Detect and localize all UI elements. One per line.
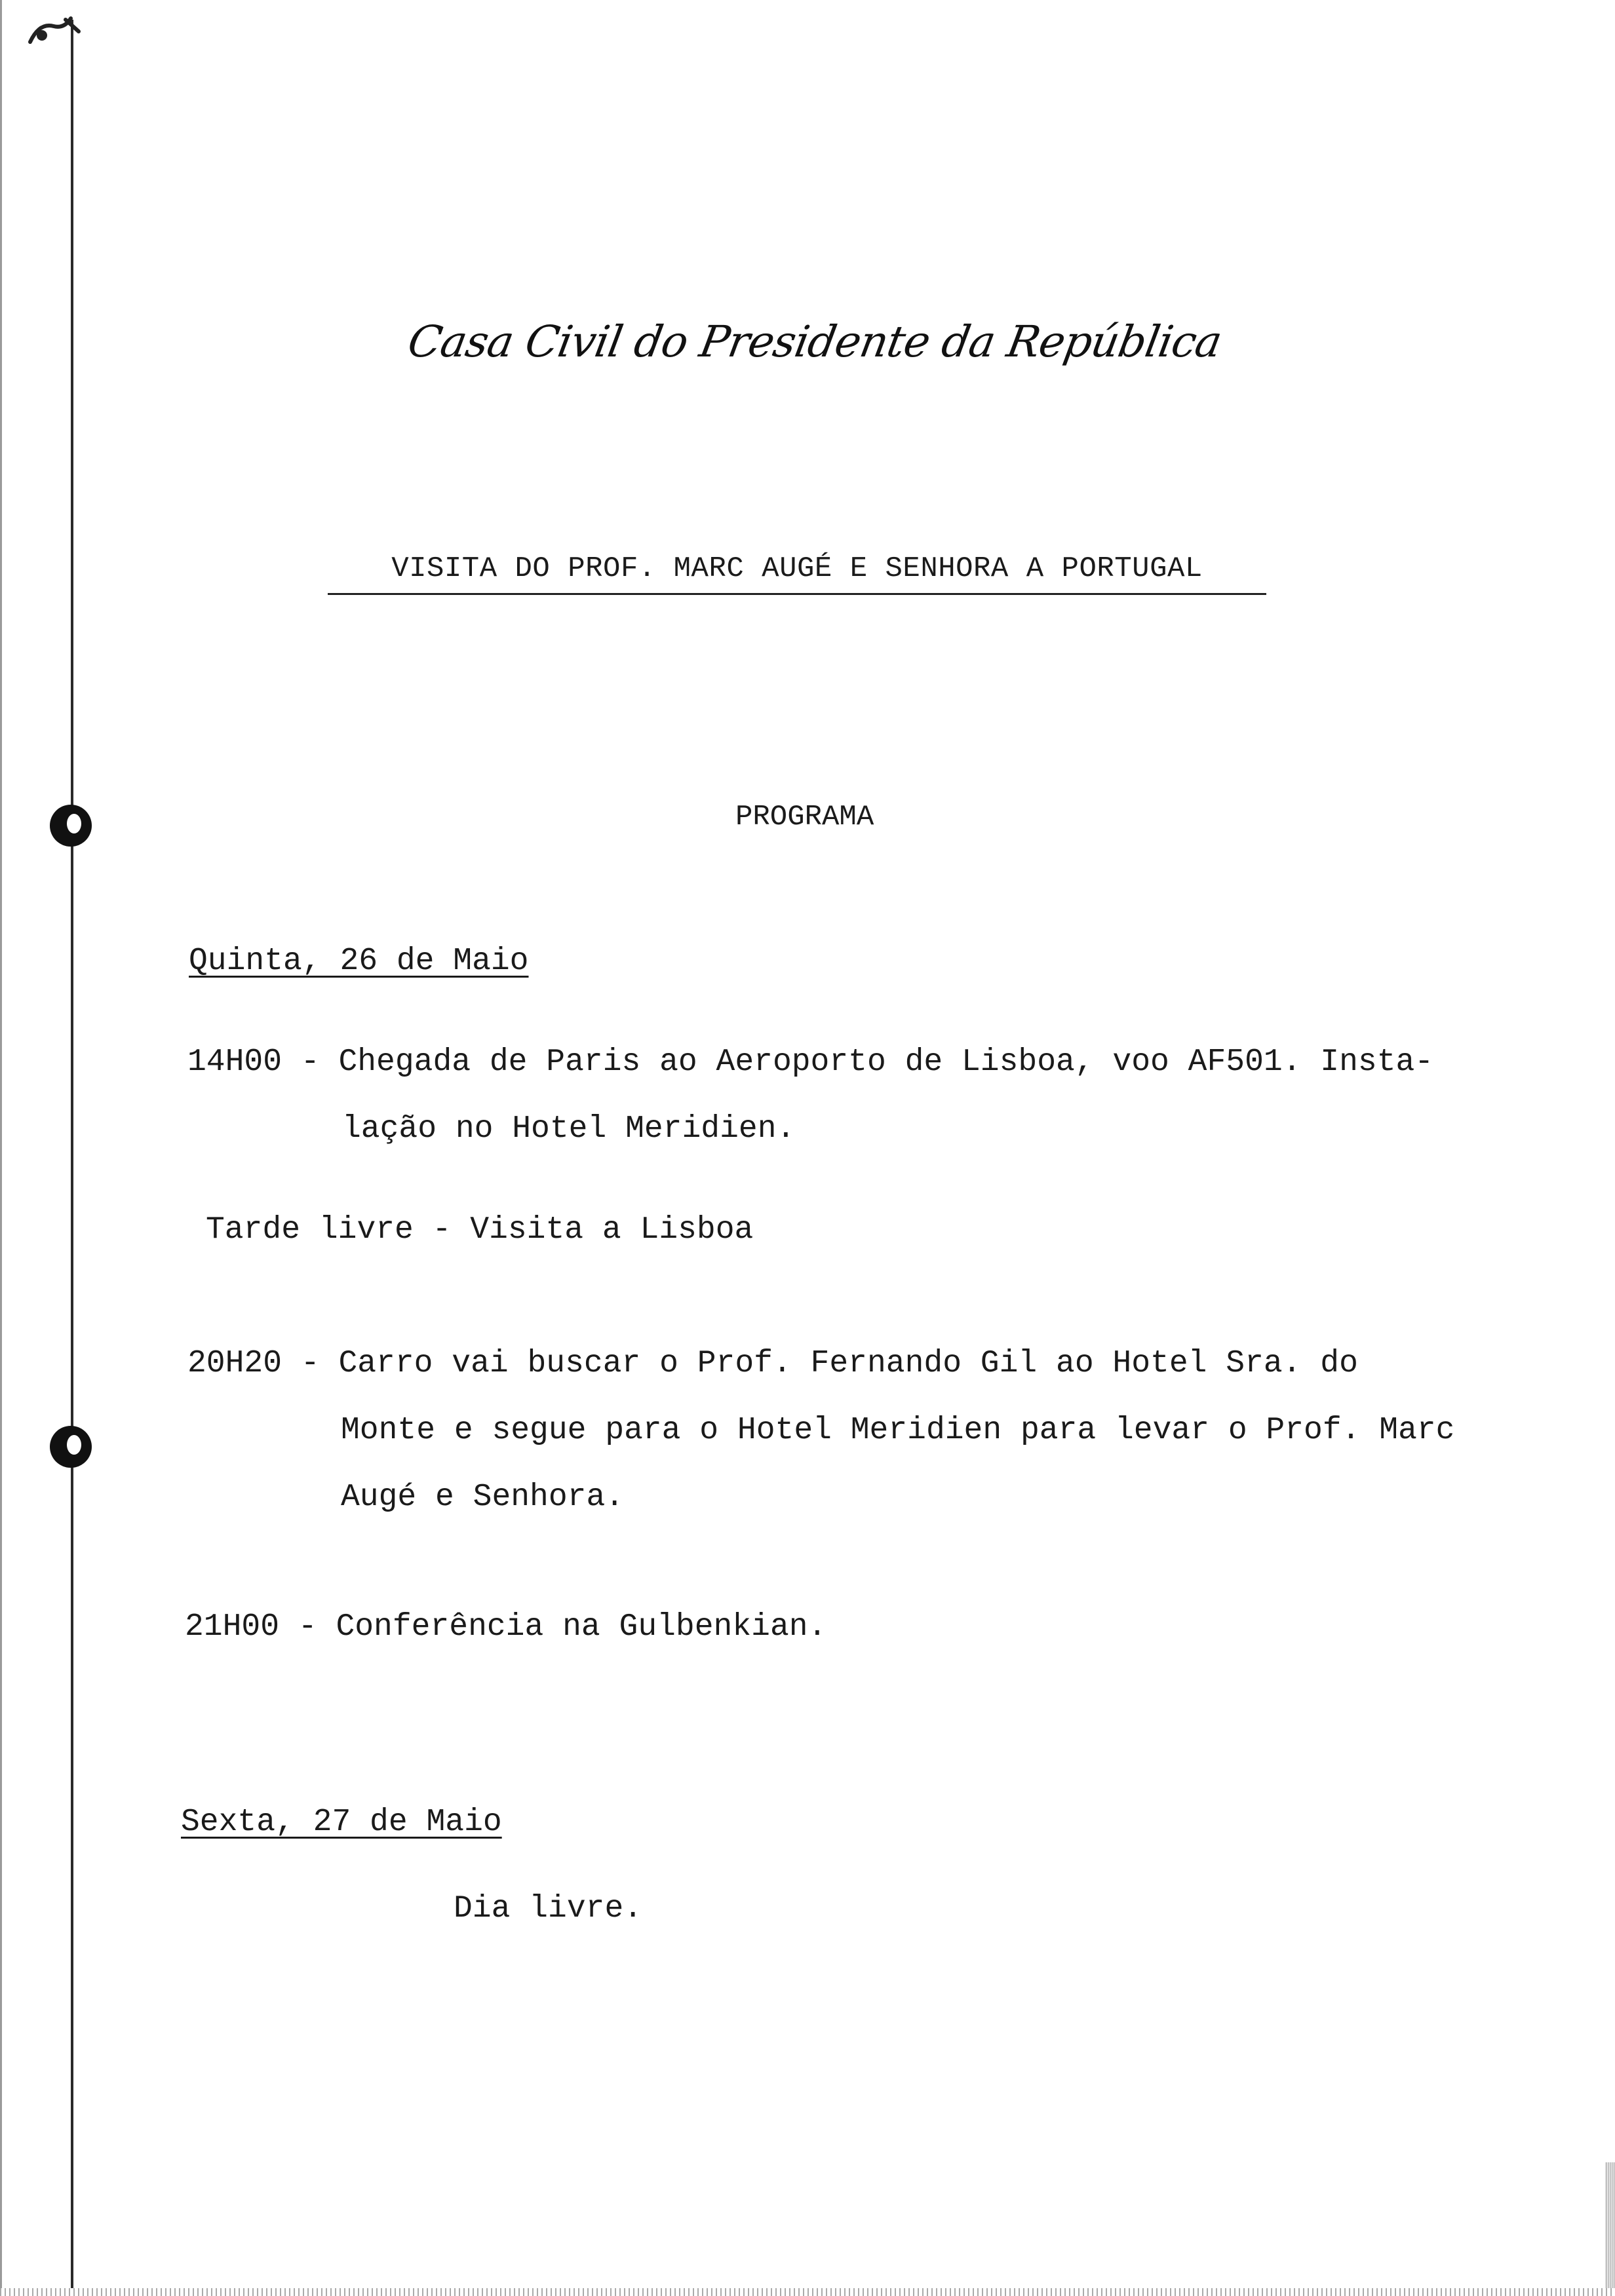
program-line: lação no Hotel Meridien. [342, 1111, 796, 1147]
letterhead-script [404, 316, 1226, 388]
day-heading: Sexta, 27 de Maio [181, 1805, 502, 1840]
punch-hole [50, 1426, 92, 1468]
program-line: 14H00 - Chegada de Paris ao Aeroporto de Lisboa, voo AF501. Insta- [187, 1044, 1434, 1080]
program-line: Dia livre. [454, 1891, 643, 1926]
program-line: Monte e segue para o Hotel Meridien para levar o Prof. Marc [341, 1413, 1455, 1448]
program-line: 20H20 - Carro vai buscar o Prof. Fernando Gil ao Hotel Sra. do [187, 1346, 1358, 1381]
document-title: VISITA DO PROF. MARC AUGÉ E SENHORA A PORTUGAL [328, 552, 1266, 595]
scan-edge [1606, 2162, 1615, 2296]
document-subtitle: PROGRAMA [735, 801, 874, 833]
day-heading: Quinta, 26 de Maio [189, 944, 529, 979]
staple-mark [25, 13, 84, 52]
svg-text:Casa Civil do Presidente da Re: Casa Civil do Presidente da República [404, 316, 1226, 367]
punch-hole [50, 805, 92, 847]
program-line: Augé e Senhora. [341, 1480, 625, 1515]
binding-line [71, 20, 73, 2296]
program-line: 21H00 - Conferência na Gulbenkian. [185, 1609, 827, 1645]
scan-edge [0, 2288, 1615, 2296]
program-line: Tarde livre - Visita a Lisboa [206, 1212, 754, 1248]
scan-edge [0, 0, 2, 2296]
